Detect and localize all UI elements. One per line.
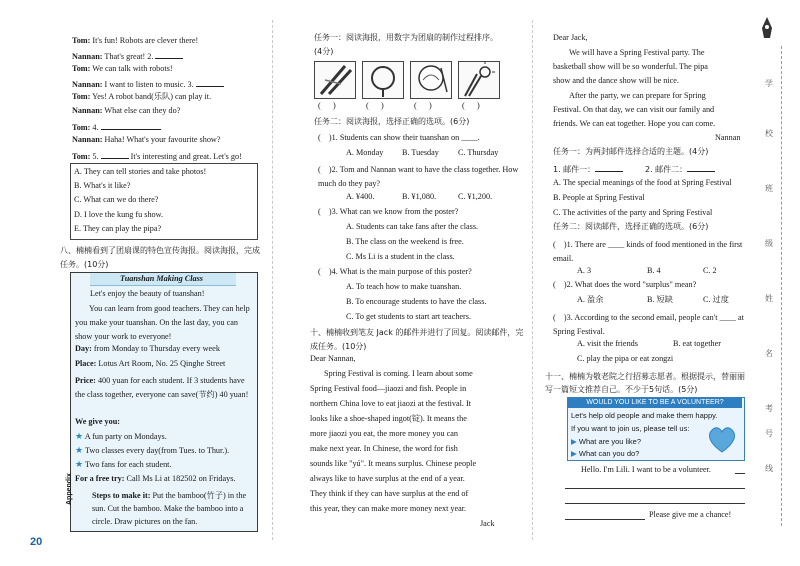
dialogue-line-7: Tom: 4. [72,122,161,132]
dialogue-line-8: Nannan: Haha! What's your favourite show? [72,135,221,144]
poster-side-label: Appendix [66,473,73,505]
dialogue-line-6: Nannan: What else can they do? [72,106,181,115]
writing-line-4[interactable] [565,519,645,520]
dialogue-line-4: Nannan: I want to listen to music. 3. [72,79,224,89]
dialogue-line-2: Nannan: That's great! 2. [72,51,183,61]
bamboo-cut-icon [315,62,355,98]
margin-label-7: 考 [765,404,773,413]
poster-price: Price: 400 yuan for each student. If 3 students have the class together, everyone can save(节约) 40 yuan! [75,376,249,399]
option-c: C. What can we do there? [74,195,159,204]
q4-opt-b[interactable]: B. To encourage students to have the class. [346,297,487,306]
reply-sign: Nannan [715,133,741,142]
letter-line-9: They think if they can have surplus at the end of [310,489,469,498]
answer-paren-4[interactable]: ( ) [462,101,480,110]
answer-blank[interactable] [595,164,623,172]
option-b: B. What's it like? [74,181,131,190]
q3-opt-a[interactable]: A. Students can take fans after the class. [346,222,479,231]
volunteer-bullet-1: ▶ What are you like? [571,437,641,446]
letter-sign: Jack [480,519,495,528]
sun-bamboo-icon [459,62,499,98]
volunteer-line-2: If you want to join us, please tell us: [571,424,690,433]
poster-steps: Steps to make it: Put the bamboo(竹子) in the sun. Cut the bamboo. Make the bamboo into a circle. Draw pictures on the fan. [92,491,247,526]
answer-paren-1[interactable]: ( ) [318,101,336,110]
r-q1-opt-c[interactable]: C. 2 [703,266,717,275]
column-divider [272,20,273,540]
left-column [0,0,262,566]
star-icon: ★ [75,459,84,469]
reply-line-1: We will have a Spring Festival party. The [569,48,705,57]
poster-give-title: We give you: [75,417,121,426]
question-2: ( )2. Tom and Nannan want to have the class together. How much do they pay? [318,165,519,188]
rocket-icon [760,16,774,42]
q4-opt-a[interactable]: A. To teach how to make tuanshan. [346,282,462,291]
volunteer-line-1: Let's help old people and make them happy. [571,411,718,420]
poster-intro: Let's enjoy the beauty of tuanshan! [90,289,205,298]
r-q3-opt-c[interactable]: C. play the pipa or eat zongzi [577,354,674,363]
r-q2-opt-a[interactable]: A. 盈余 [577,295,604,304]
step-picture-4 [458,61,500,99]
right-task1-title: 任务一：为两封邮件选择合适的主题。(4分) [553,147,709,156]
letter-line-5: more jiaozi you eat, the more money you can [310,429,459,438]
answer-blank[interactable] [196,79,224,87]
writing-line-3[interactable] [565,503,745,504]
bullet-icon: ▶ [571,437,577,446]
r-q1-opt-b[interactable]: B. 4 [647,266,661,275]
reply-line-2: basketball show will be so wonderful. The pipa [553,62,708,71]
bamboo-circle-icon [363,62,403,98]
option-e: E. They can play the pipa? [74,224,162,233]
margin-label-4: 级 [765,239,773,248]
bullet-icon: ▶ [571,449,577,458]
margin-label-2: 校 [765,129,773,138]
poster-place: Place: Lotus Art Room, No. 25 Qinghe Street [75,359,226,368]
letter-line-3: northern China love to eat jiaozi at the festival. It [310,399,471,408]
right-task2-title: 任务二：阅读邮件，选择正确的选项。(6分) [553,222,709,231]
margin-label-3: 班 [765,184,773,193]
dialogue-line-3: Tom: We can talk with robots! [72,64,173,73]
cut-line [781,46,782,526]
letter-line-10: this year, they can make more money next year. [310,504,467,513]
answer-blank[interactable] [155,51,183,59]
star-icon: ★ [75,431,84,441]
q3-opt-b[interactable]: B. The class on the weekend is free. [346,237,464,246]
answer-paren-3[interactable]: ( ) [414,101,432,110]
margin-label-9: 线 [765,464,773,473]
r-q3-opt-b[interactable]: B. eat together [673,339,721,348]
q9-title: 十、楠楠收到笔友 Jack 的邮件并进行了回复。阅读邮件，完成任务。(10分) [310,328,524,351]
q11-title: 十一、楠楠为敬老院之行招募志愿者。根据提示，替丽丽写一篇短文推荐自己。不少于5句话。(5分) [545,372,745,394]
task2-title: 任务二：阅读海报，选择正确的选项。(6分) [314,117,470,126]
poster-day: Day: from Monday to Thursday every week [75,344,220,353]
q2-opt-b[interactable]: B. ¥1,080. [402,192,437,201]
draw-fan-icon [411,62,451,98]
letter-line-8: always like to have surplus at the end of a year. [310,474,465,483]
right-question-3: ( )3. According to the second email, people can't ____ at Spring Festival. [553,313,744,336]
dialogue-line-5: Tom: Yes! A robot band(乐队) can play it. [72,92,212,101]
right-question-1: ( )1. There are ____ kinds of food mentioned in the first email. [553,240,743,263]
letter-line-4: looks like a shoe-shaped ingot(锭). It means the [310,414,467,423]
step-picture-1 [314,61,356,99]
r-q1-opt-a[interactable]: A. 3 [577,266,592,275]
q3-opt-c[interactable]: C. Ms Li is a student in the class. [346,252,455,261]
q8-title: 八、楠楠看到了团扇课的特色宣传海报。阅读海报，完成任务。(10分) [60,246,260,269]
topic-c: C. The activities of the party and Spring Festival [553,208,713,217]
poster-give-1: ★ A fun party on Mondays. [75,431,167,441]
reply-line-5: Festival. On that day, we can visit our family and [553,105,715,114]
option-d: D. I love the kung fu show. [74,210,164,219]
r-q3-opt-a[interactable]: A. visit the friends [577,339,638,348]
topic-b: B. People at Spring Festival [553,193,645,202]
mail-label-1: 1. 邮件一： [553,164,623,174]
q2-opt-c[interactable]: C. ¥1,200. [458,192,493,201]
margin-label-6: 名 [765,349,773,358]
q1-opt-a[interactable]: A. Monday [346,148,384,157]
column-divider [532,20,533,540]
writing-line-1[interactable] [735,473,745,474]
middle-column [290,0,530,566]
letter-line-7: sounds like "yú". It means surplus. Chinese people [310,459,477,468]
poster-free-try: For a free try: Call Ms Li at 182502 on Fridays. [75,474,236,483]
page-number: 20 [30,536,43,548]
question-3: ( )3. What can we know from the poster? [318,207,459,216]
poster-title: Tuanshan Making Class [120,274,203,283]
reply-line-3: show and the dance show will be nice. [553,76,679,85]
letter-line-1: Spring Festival is coming. I learn about some [324,369,473,378]
margin-label-8: 号 [765,429,773,438]
write-start: Hello. I'm Lili. I want to be a volunteer. [581,465,711,474]
topic-a: A. The special meanings of the food at Spring Festival [553,178,732,187]
question-4: ( )4. What is the main purpose of this poster? [318,267,472,276]
volunteer-card-header: WOULD YOU LIKE TO BE A VOLUNTEER? [568,398,742,408]
task1-title: 任务一：阅读海报，用数字为团扇的制作过程排序。 [314,33,498,42]
writing-line-2[interactable] [565,488,745,489]
write-end: Please give me a chance! [649,510,732,519]
option-a: A. They can tell stories and take photos! [74,167,207,176]
dialogue-line-1: Tom: It's fun! Robots are clever there! [72,36,199,45]
answer-blank[interactable] [101,122,161,130]
dialogue-line-9: Tom: 5. It's interesting and great. Let's go! [72,152,242,161]
r-q2-opt-c[interactable]: C. 过度 [703,295,729,304]
letter-line-6: make next year. In Chinese, the word for fish [310,444,458,453]
q4-opt-c[interactable]: C. To get students to start art teachers. [346,312,472,321]
reply-greeting: Dear Jack, [553,33,588,42]
poster-give-3: ★ Two fans for each student. [75,459,172,469]
poster-give-2: ★ Two classes every day(from Tues. to Thur.). [75,445,230,455]
reply-line-6: friends. We can eat together. Hope you can come. [553,119,716,128]
letter-greeting: Dear Nannan, [310,354,356,363]
question-1: ( )1. Students can show their tuanshan on ____. [318,133,480,142]
q1-opt-c[interactable]: C. Thursday [458,148,499,157]
answer-blank[interactable] [687,164,715,172]
volunteer-bullet-2: ▶ What can you do? [571,449,640,458]
answer-blank[interactable] [101,151,129,159]
right-column [545,0,800,566]
right-question-2: ( )2. What does the word "surplus" mean? [553,280,697,289]
star-icon: ★ [75,445,84,455]
answer-paren-2[interactable]: ( ) [366,101,384,110]
task1-score: (4分) [314,47,334,56]
poster-p1: You can learn from good teachers. They can help you make your tuanshan. On the last day, you can show your work to everyone! [75,304,250,341]
mail-label-2: 2. 邮件二： [645,164,715,174]
step-picture-2 [362,61,404,99]
reply-line-4: After the party, we can prepare for Spring [569,91,706,100]
q1-opt-b[interactable]: B. Tuesday [402,148,439,157]
r-q2-opt-b[interactable]: B. 短缺 [647,295,673,304]
q2-opt-a[interactable]: A. ¥400. [346,192,375,201]
letter-line-2: Spring Festival food—jiaozi and fish. People in [310,384,467,393]
margin-label-5: 姓 [765,294,773,303]
heart-hand-icon [705,423,739,455]
margin-label-1: 学 [765,79,773,88]
step-picture-3 [410,61,452,99]
